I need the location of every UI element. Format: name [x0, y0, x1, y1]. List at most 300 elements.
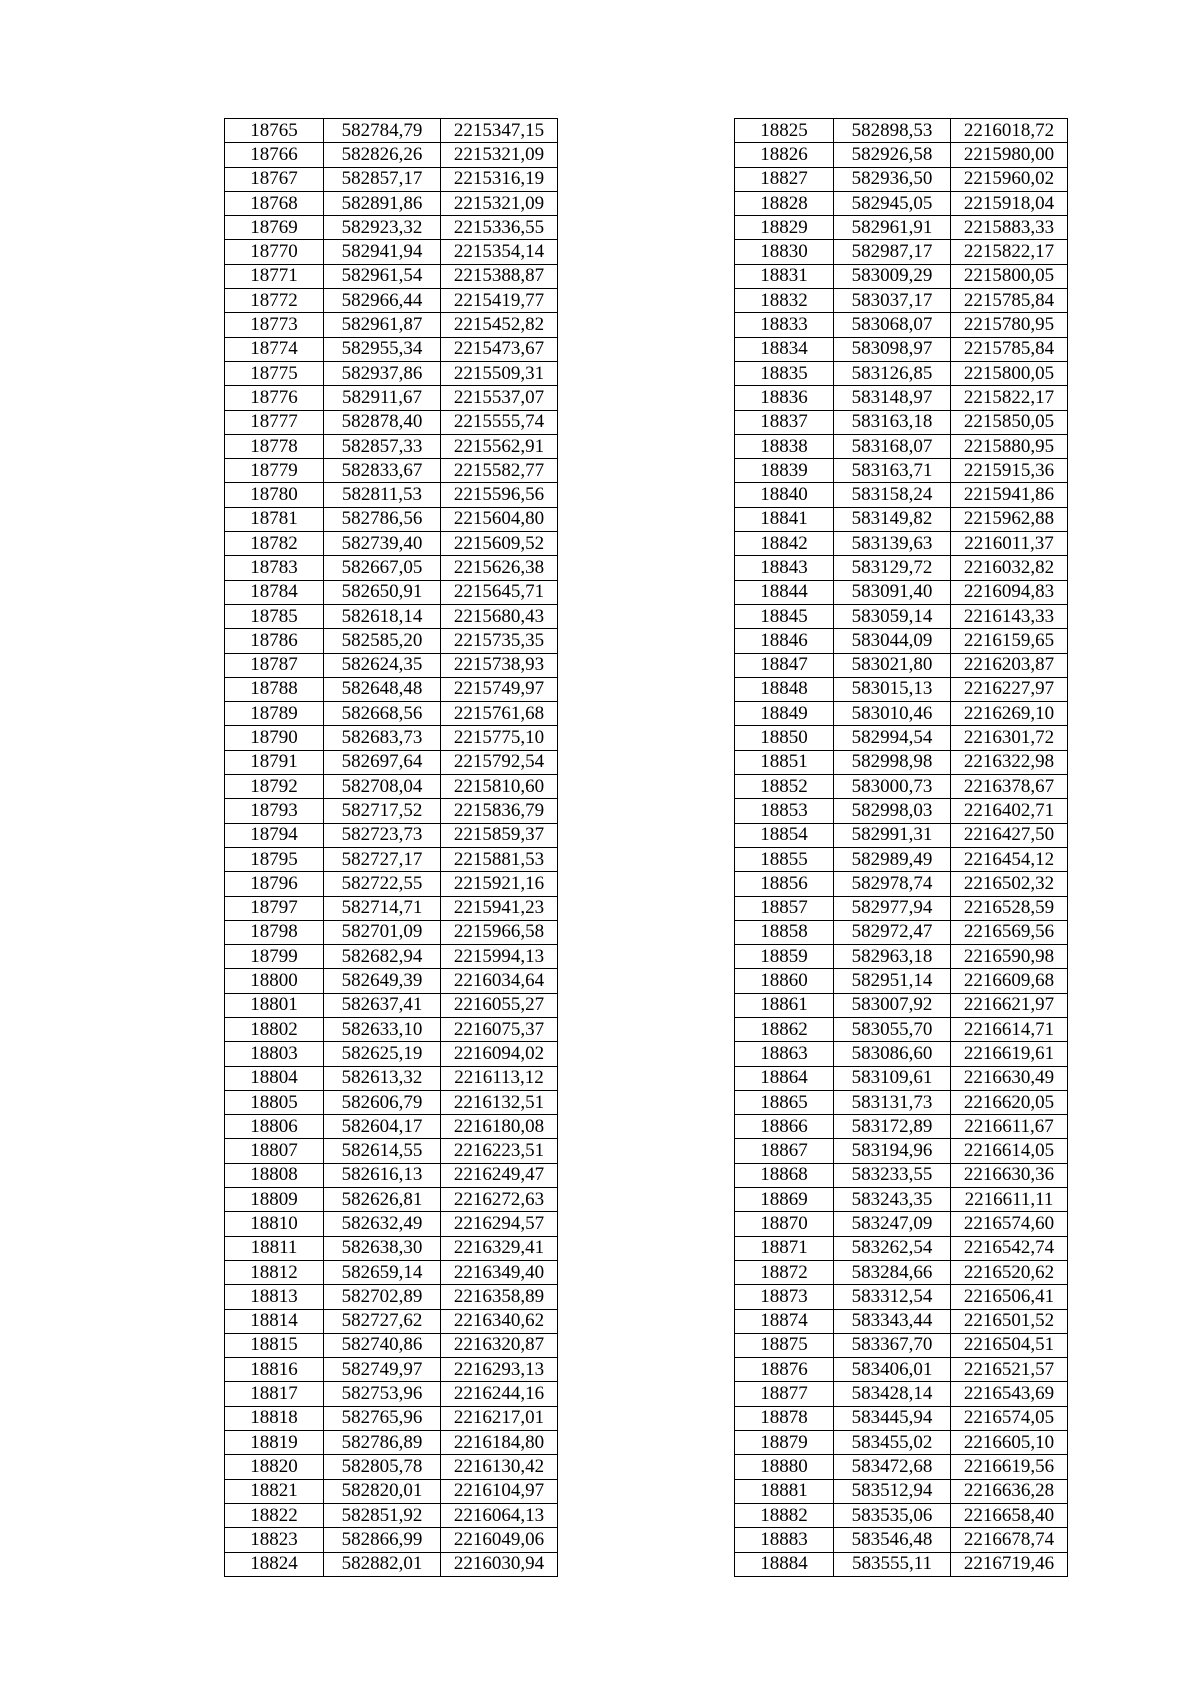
point-number-cell: 18870	[735, 1212, 834, 1236]
x-coordinate-cell: 583000,73	[834, 775, 951, 799]
y-coordinate-cell: 2216454,12	[951, 847, 1068, 871]
point-number-cell: 18809	[225, 1188, 324, 1212]
table-row	[225, 653, 558, 677]
x-coordinate-cell: 583037,17	[834, 289, 951, 313]
point-number-cell: 18874	[735, 1309, 834, 1333]
point-number-cell: 18849	[735, 702, 834, 726]
x-coordinate-cell: 582882,01	[324, 1552, 441, 1576]
y-coordinate-cell: 2216143,33	[951, 604, 1068, 628]
point-number-cell: 18855	[735, 847, 834, 871]
x-coordinate-cell: 583091,40	[834, 580, 951, 604]
point-number-cell: 18781	[225, 507, 324, 531]
point-number-cell: 18808	[225, 1163, 324, 1187]
x-coordinate-cell: 582966,44	[324, 289, 441, 313]
table-row	[735, 313, 1068, 337]
table-row	[735, 653, 1068, 677]
x-coordinate-cell: 583044,09	[834, 629, 951, 653]
x-coordinate-cell: 582994,54	[834, 726, 951, 750]
y-coordinate-cell: 2215836,79	[441, 799, 558, 823]
table-row	[225, 434, 558, 458]
x-coordinate-cell: 582936,50	[834, 167, 951, 191]
y-coordinate-cell: 2215336,55	[441, 216, 558, 240]
x-coordinate-cell: 583126,85	[834, 361, 951, 385]
point-number-cell: 18821	[225, 1479, 324, 1503]
point-number-cell: 18794	[225, 823, 324, 847]
point-number-cell: 18869	[735, 1188, 834, 1212]
x-coordinate-cell: 582978,74	[834, 872, 951, 896]
x-coordinate-cell: 583546,48	[834, 1528, 951, 1552]
y-coordinate-cell: 2216217,01	[441, 1406, 558, 1430]
table-row	[225, 337, 558, 361]
y-coordinate-cell: 2216358,89	[441, 1285, 558, 1309]
x-coordinate-cell: 583010,46	[834, 702, 951, 726]
x-coordinate-cell: 583059,14	[834, 604, 951, 628]
table-row	[735, 1285, 1068, 1309]
table-row	[735, 1017, 1068, 1041]
x-coordinate-cell: 582857,33	[324, 434, 441, 458]
point-number-cell: 18878	[735, 1406, 834, 1430]
point-number-cell: 18839	[735, 459, 834, 483]
y-coordinate-cell: 2216502,32	[951, 872, 1068, 896]
table-row	[225, 629, 558, 653]
point-number-cell: 18805	[225, 1090, 324, 1114]
point-number-cell: 18841	[735, 507, 834, 531]
point-number-cell: 18787	[225, 653, 324, 677]
point-number-cell: 18831	[735, 264, 834, 288]
y-coordinate-cell: 2216184,80	[441, 1431, 558, 1455]
x-coordinate-cell: 582961,91	[834, 216, 951, 240]
point-number-cell: 18804	[225, 1066, 324, 1090]
point-number-cell: 18784	[225, 580, 324, 604]
table-row	[735, 872, 1068, 896]
x-coordinate-cell: 582826,26	[324, 143, 441, 167]
point-number-cell: 18815	[225, 1333, 324, 1357]
x-coordinate-cell: 582637,41	[324, 993, 441, 1017]
table-row	[225, 1479, 558, 1503]
x-coordinate-cell: 582618,14	[324, 604, 441, 628]
table-row	[735, 702, 1068, 726]
x-coordinate-cell: 582626,81	[324, 1188, 441, 1212]
y-coordinate-cell: 2215822,17	[951, 386, 1068, 410]
point-number-cell: 18880	[735, 1455, 834, 1479]
y-coordinate-cell: 2215880,95	[951, 434, 1068, 458]
x-coordinate-cell: 582765,96	[324, 1406, 441, 1430]
point-number-cell: 18838	[735, 434, 834, 458]
y-coordinate-cell: 2216094,83	[951, 580, 1068, 604]
y-coordinate-cell: 2216719,46	[951, 1552, 1068, 1576]
point-number-cell: 18854	[735, 823, 834, 847]
table-row	[225, 1382, 558, 1406]
x-coordinate-cell: 582961,87	[324, 313, 441, 337]
table-row	[225, 459, 558, 483]
y-coordinate-cell: 2216619,56	[951, 1455, 1068, 1479]
x-coordinate-cell: 583021,80	[834, 653, 951, 677]
y-coordinate-cell: 2215354,14	[441, 240, 558, 264]
x-coordinate-cell: 582805,78	[324, 1455, 441, 1479]
table-row	[225, 1431, 558, 1455]
y-coordinate-cell: 2215780,95	[951, 313, 1068, 337]
y-coordinate-cell: 2216506,41	[951, 1285, 1068, 1309]
x-coordinate-cell: 582941,94	[324, 240, 441, 264]
table-row	[225, 289, 558, 313]
point-number-cell: 18770	[225, 240, 324, 264]
x-coordinate-cell: 583129,72	[834, 556, 951, 580]
x-coordinate-cell: 583194,96	[834, 1139, 951, 1163]
point-number-cell: 18866	[735, 1115, 834, 1139]
point-number-cell: 18768	[225, 191, 324, 215]
point-number-cell: 18850	[735, 726, 834, 750]
y-coordinate-cell: 2216427,50	[951, 823, 1068, 847]
y-coordinate-cell: 2216504,51	[951, 1333, 1068, 1357]
y-coordinate-cell: 2215735,35	[441, 629, 558, 653]
table-row	[735, 337, 1068, 361]
x-coordinate-cell: 582945,05	[834, 191, 951, 215]
table-row	[735, 1333, 1068, 1357]
x-coordinate-cell: 582614,55	[324, 1139, 441, 1163]
table-row	[735, 677, 1068, 701]
table-row	[225, 896, 558, 920]
point-number-cell: 18820	[225, 1455, 324, 1479]
point-number-cell: 18783	[225, 556, 324, 580]
table-row	[225, 847, 558, 871]
table-row	[735, 216, 1068, 240]
table-row	[225, 1406, 558, 1430]
table-row	[225, 240, 558, 264]
y-coordinate-cell: 2216018,72	[951, 119, 1068, 143]
y-coordinate-cell: 2216614,71	[951, 1017, 1068, 1041]
point-number-cell: 18828	[735, 191, 834, 215]
point-number-cell: 18836	[735, 386, 834, 410]
point-number-cell: 18865	[735, 1090, 834, 1114]
y-coordinate-cell: 2216609,68	[951, 969, 1068, 993]
point-number-cell: 18840	[735, 483, 834, 507]
table-row	[225, 1066, 558, 1090]
point-number-cell: 18857	[735, 896, 834, 920]
table-row	[225, 969, 558, 993]
x-coordinate-cell: 582659,14	[324, 1260, 441, 1284]
point-number-cell: 18860	[735, 969, 834, 993]
point-number-cell: 18799	[225, 945, 324, 969]
y-coordinate-cell: 2215604,80	[441, 507, 558, 531]
y-coordinate-cell: 2215582,77	[441, 459, 558, 483]
x-coordinate-cell: 583284,66	[834, 1260, 951, 1284]
y-coordinate-cell: 2216329,41	[441, 1236, 558, 1260]
x-coordinate-cell: 583172,89	[834, 1115, 951, 1139]
point-number-cell: 18825	[735, 119, 834, 143]
point-number-cell: 18832	[735, 289, 834, 313]
table-row	[735, 604, 1068, 628]
y-coordinate-cell: 2216658,40	[951, 1503, 1068, 1527]
x-coordinate-cell: 582650,91	[324, 580, 441, 604]
point-number-cell: 18868	[735, 1163, 834, 1187]
y-coordinate-cell: 2216520,62	[951, 1260, 1068, 1284]
y-coordinate-cell: 2216049,06	[441, 1528, 558, 1552]
y-coordinate-cell: 2216340,62	[441, 1309, 558, 1333]
table-row	[735, 1139, 1068, 1163]
point-number-cell: 18827	[735, 167, 834, 191]
x-coordinate-cell: 583055,70	[834, 1017, 951, 1041]
table-row	[735, 993, 1068, 1017]
point-number-cell: 18791	[225, 750, 324, 774]
table-row	[225, 386, 558, 410]
point-number-cell: 18833	[735, 313, 834, 337]
table-row	[225, 1163, 558, 1187]
x-coordinate-cell: 583148,97	[834, 386, 951, 410]
x-coordinate-cell: 582911,67	[324, 386, 441, 410]
coordinates-table-right-body	[735, 119, 1068, 1577]
table-row	[225, 726, 558, 750]
point-number-cell: 18826	[735, 143, 834, 167]
point-number-cell: 18803	[225, 1042, 324, 1066]
table-row	[225, 1455, 558, 1479]
x-coordinate-cell: 583098,97	[834, 337, 951, 361]
table-row	[225, 1042, 558, 1066]
y-coordinate-cell: 2215941,86	[951, 483, 1068, 507]
y-coordinate-cell: 2216294,57	[441, 1212, 558, 1236]
x-coordinate-cell: 582851,92	[324, 1503, 441, 1527]
y-coordinate-cell: 2215645,71	[441, 580, 558, 604]
point-number-cell: 18879	[735, 1431, 834, 1455]
y-coordinate-cell: 2215473,67	[441, 337, 558, 361]
point-number-cell: 18800	[225, 969, 324, 993]
y-coordinate-cell: 2215775,10	[441, 726, 558, 750]
y-coordinate-cell: 2216630,36	[951, 1163, 1068, 1187]
x-coordinate-cell: 583086,60	[834, 1042, 951, 1066]
point-number-cell: 18792	[225, 775, 324, 799]
y-coordinate-cell: 2216269,10	[951, 702, 1068, 726]
table-row	[225, 313, 558, 337]
x-coordinate-cell: 582951,14	[834, 969, 951, 993]
x-coordinate-cell: 582977,94	[834, 896, 951, 920]
table-row	[225, 1260, 558, 1284]
point-number-cell: 18782	[225, 532, 324, 556]
x-coordinate-cell: 582606,79	[324, 1090, 441, 1114]
x-coordinate-cell: 582866,99	[324, 1528, 441, 1552]
table-row	[735, 1528, 1068, 1552]
x-coordinate-cell: 582753,96	[324, 1382, 441, 1406]
point-number-cell: 18856	[735, 872, 834, 896]
point-number-cell: 18835	[735, 361, 834, 385]
y-coordinate-cell: 2216113,12	[441, 1066, 558, 1090]
table-row	[225, 483, 558, 507]
table-row	[735, 532, 1068, 556]
table-row	[735, 143, 1068, 167]
x-coordinate-cell: 582723,73	[324, 823, 441, 847]
table-row	[735, 1090, 1068, 1114]
point-number-cell: 18823	[225, 1528, 324, 1552]
x-coordinate-cell: 582998,03	[834, 799, 951, 823]
point-number-cell: 18777	[225, 410, 324, 434]
x-coordinate-cell: 582613,32	[324, 1066, 441, 1090]
point-number-cell: 18829	[735, 216, 834, 240]
point-number-cell: 18807	[225, 1139, 324, 1163]
x-coordinate-cell: 583149,82	[834, 507, 951, 531]
table-row	[735, 240, 1068, 264]
table-row	[735, 1479, 1068, 1503]
x-coordinate-cell: 582604,17	[324, 1115, 441, 1139]
point-number-cell: 18882	[735, 1503, 834, 1527]
x-coordinate-cell: 582638,30	[324, 1236, 441, 1260]
x-coordinate-cell: 582991,31	[834, 823, 951, 847]
x-coordinate-cell: 582682,94	[324, 945, 441, 969]
table-row	[735, 969, 1068, 993]
y-coordinate-cell: 2216542,74	[951, 1236, 1068, 1260]
x-coordinate-cell: 582701,09	[324, 920, 441, 944]
y-coordinate-cell: 2216244,16	[441, 1382, 558, 1406]
x-coordinate-cell: 583015,13	[834, 677, 951, 701]
y-coordinate-cell: 2215822,17	[951, 240, 1068, 264]
x-coordinate-cell: 582857,17	[324, 167, 441, 191]
y-coordinate-cell: 2216301,72	[951, 726, 1068, 750]
table-row	[735, 1042, 1068, 1066]
y-coordinate-cell: 2216619,61	[951, 1042, 1068, 1066]
x-coordinate-cell: 582989,49	[834, 847, 951, 871]
y-coordinate-cell: 2216322,98	[951, 750, 1068, 774]
y-coordinate-cell: 2216030,94	[441, 1552, 558, 1576]
x-coordinate-cell: 582898,53	[834, 119, 951, 143]
table-row	[225, 1285, 558, 1309]
y-coordinate-cell: 2216249,47	[441, 1163, 558, 1187]
point-number-cell: 18859	[735, 945, 834, 969]
table-row	[735, 119, 1068, 143]
point-number-cell: 18801	[225, 993, 324, 1017]
table-row	[735, 410, 1068, 434]
x-coordinate-cell: 582616,13	[324, 1163, 441, 1187]
point-number-cell: 18778	[225, 434, 324, 458]
y-coordinate-cell: 2216543,69	[951, 1382, 1068, 1406]
table-row	[225, 945, 558, 969]
y-coordinate-cell: 2215388,87	[441, 264, 558, 288]
table-row	[735, 580, 1068, 604]
x-coordinate-cell: 582717,52	[324, 799, 441, 823]
y-coordinate-cell: 2215609,52	[441, 532, 558, 556]
x-coordinate-cell: 583455,02	[834, 1431, 951, 1455]
x-coordinate-cell: 582727,62	[324, 1309, 441, 1333]
table-row	[225, 532, 558, 556]
point-number-cell: 18824	[225, 1552, 324, 1576]
point-number-cell: 18862	[735, 1017, 834, 1041]
point-number-cell: 18767	[225, 167, 324, 191]
table-row	[225, 410, 558, 434]
table-row	[735, 1309, 1068, 1333]
point-number-cell: 18771	[225, 264, 324, 288]
table-row	[735, 775, 1068, 799]
table-row	[225, 1503, 558, 1527]
x-coordinate-cell: 582998,98	[834, 750, 951, 774]
y-coordinate-cell: 2215921,16	[441, 872, 558, 896]
x-coordinate-cell: 583555,11	[834, 1552, 951, 1576]
point-number-cell: 18766	[225, 143, 324, 167]
table-row	[225, 167, 558, 191]
table-row	[225, 1017, 558, 1041]
point-number-cell: 18811	[225, 1236, 324, 1260]
point-number-cell: 18765	[225, 119, 324, 143]
table-row	[225, 775, 558, 799]
table-row	[735, 726, 1068, 750]
y-coordinate-cell: 2216349,40	[441, 1260, 558, 1284]
table-row	[735, 920, 1068, 944]
y-coordinate-cell: 2215918,04	[951, 191, 1068, 215]
y-coordinate-cell: 2216521,57	[951, 1358, 1068, 1382]
table-row	[735, 750, 1068, 774]
point-number-cell: 18861	[735, 993, 834, 1017]
point-number-cell: 18863	[735, 1042, 834, 1066]
x-coordinate-cell: 583247,09	[834, 1212, 951, 1236]
x-coordinate-cell: 582972,47	[834, 920, 951, 944]
y-coordinate-cell: 2216055,27	[441, 993, 558, 1017]
x-coordinate-cell: 583068,07	[834, 313, 951, 337]
x-coordinate-cell: 582961,54	[324, 264, 441, 288]
point-number-cell: 18776	[225, 386, 324, 410]
table-row	[735, 191, 1068, 215]
table-row	[225, 507, 558, 531]
table-row	[735, 896, 1068, 920]
y-coordinate-cell: 2216227,97	[951, 677, 1068, 701]
table-row	[225, 580, 558, 604]
point-number-cell: 18817	[225, 1382, 324, 1406]
y-coordinate-cell: 2215883,33	[951, 216, 1068, 240]
table-row	[225, 750, 558, 774]
x-coordinate-cell: 582668,56	[324, 702, 441, 726]
point-number-cell: 18858	[735, 920, 834, 944]
table-row	[735, 1163, 1068, 1187]
point-number-cell: 18846	[735, 629, 834, 653]
table-row	[225, 216, 558, 240]
x-coordinate-cell: 583445,94	[834, 1406, 951, 1430]
x-coordinate-cell: 583312,54	[834, 1285, 951, 1309]
x-coordinate-cell: 583163,71	[834, 459, 951, 483]
x-coordinate-cell: 582740,86	[324, 1333, 441, 1357]
x-coordinate-cell: 583109,61	[834, 1066, 951, 1090]
y-coordinate-cell: 2215785,84	[951, 289, 1068, 313]
y-coordinate-cell: 2215792,54	[441, 750, 558, 774]
y-coordinate-cell: 2216590,98	[951, 945, 1068, 969]
point-number-cell: 18780	[225, 483, 324, 507]
x-coordinate-cell: 582786,56	[324, 507, 441, 531]
x-coordinate-cell: 583472,68	[834, 1455, 951, 1479]
y-coordinate-cell: 2215347,15	[441, 119, 558, 143]
point-number-cell: 18837	[735, 410, 834, 434]
x-coordinate-cell: 582820,01	[324, 1479, 441, 1503]
table-row	[225, 1552, 558, 1576]
table-row	[735, 1431, 1068, 1455]
x-coordinate-cell: 583512,94	[834, 1479, 951, 1503]
x-coordinate-cell: 583343,44	[834, 1309, 951, 1333]
table-row	[225, 1139, 558, 1163]
table-row	[735, 556, 1068, 580]
point-number-cell: 18867	[735, 1139, 834, 1163]
x-coordinate-cell: 583262,54	[834, 1236, 951, 1260]
y-coordinate-cell: 2215859,37	[441, 823, 558, 847]
table-row	[735, 386, 1068, 410]
y-coordinate-cell: 2215962,88	[951, 507, 1068, 531]
x-coordinate-cell: 582633,10	[324, 1017, 441, 1041]
coordinates-table-left	[224, 118, 558, 1577]
point-number-cell: 18795	[225, 847, 324, 871]
y-coordinate-cell: 2216064,13	[441, 1503, 558, 1527]
y-coordinate-cell: 2216574,60	[951, 1212, 1068, 1236]
table-row	[225, 604, 558, 628]
y-coordinate-cell: 2216032,82	[951, 556, 1068, 580]
x-coordinate-cell: 582625,19	[324, 1042, 441, 1066]
y-coordinate-cell: 2215537,07	[441, 386, 558, 410]
x-coordinate-cell: 583233,55	[834, 1163, 951, 1187]
point-number-cell: 18806	[225, 1115, 324, 1139]
point-number-cell: 18812	[225, 1260, 324, 1284]
point-number-cell: 18842	[735, 532, 834, 556]
table-row	[225, 361, 558, 385]
point-number-cell: 18843	[735, 556, 834, 580]
